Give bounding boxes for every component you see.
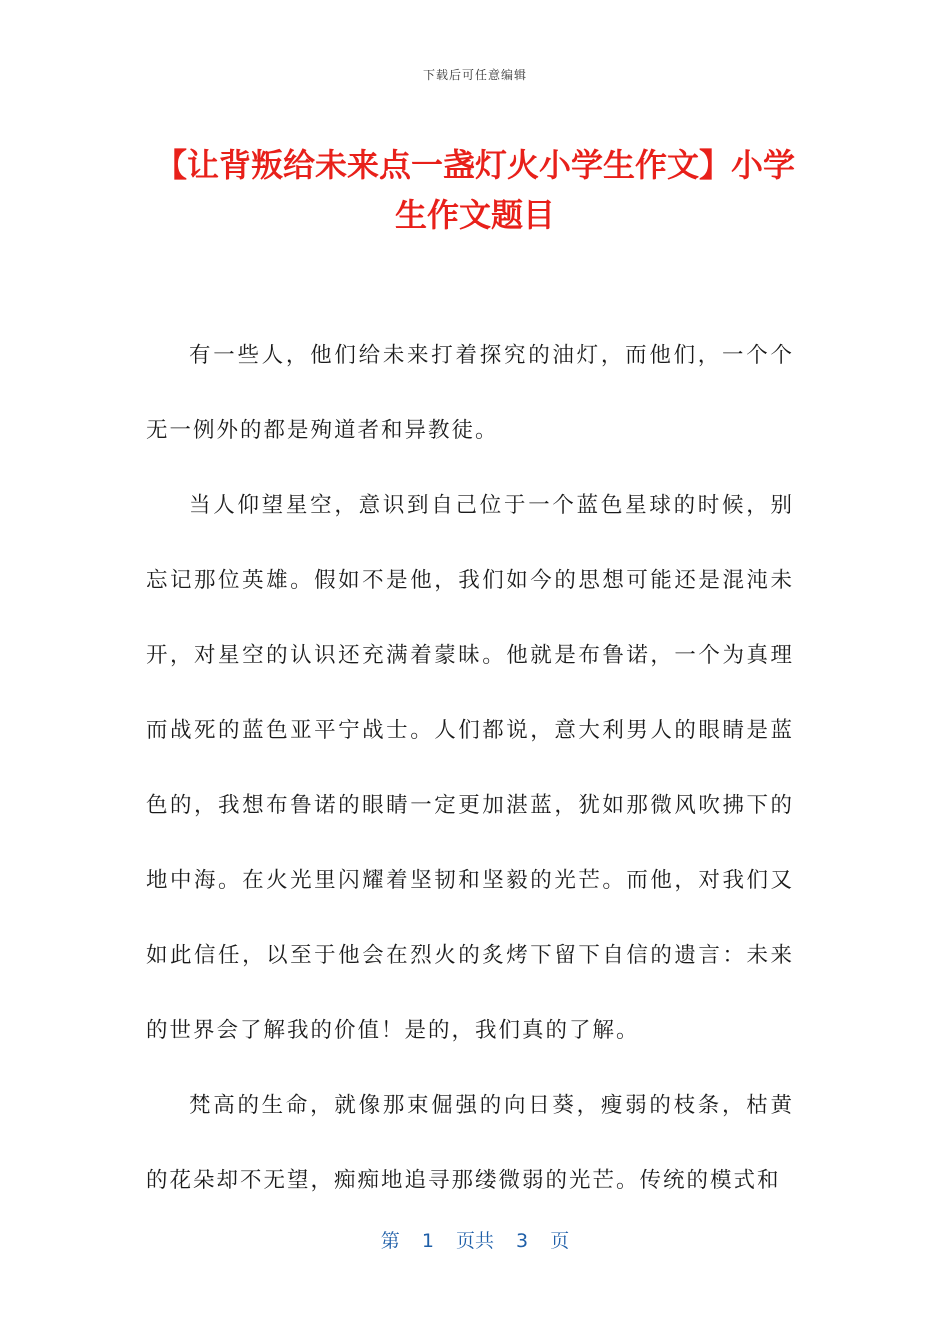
page-label: 第 [380,1230,400,1252]
document-body [146,318,794,1218]
header-note: 下载后可任意编辑 [422,68,527,82]
page-total: 3 [516,1230,529,1252]
page-mid: 页共 [455,1230,494,1252]
paragraph-3: 梵高的生命，就像那束倔强的向日葵，瘦弱的枝条，枯黄的花朵却不无望，痴痴地追寻那缕微弱的光芒。传统的模式和 [146,1093,794,1193]
page-end: 页 [550,1230,570,1252]
page-current: 1 [421,1230,434,1252]
paragraph-2: 当人仰望星空，意识到自己位于一个蓝色星球的时候，别忘记那位英雄。假如不是他，我们如今的思想可能还是混沌未开，对星空的认识还充满着蒙昧。他就是布鲁诺，一个为真理而战死的蓝色亚平宁战士。人们都说，意大利男人的眼睛是蓝色的，我想布鲁诺的眼睛一定更加湛蓝，犹如那微风吹拂下的地中海。在火光里闪耀着坚韧和坚毅的光芒。而他，对我们又如此信任，以至于他会在烈火的炙烤下留下自信的遗言：未来的世界会了解我的价值！是的，我们真的了解。 [146,493,794,1043]
page-footer [0,1226,950,1253]
document-title: 【让背叛给未来点一盏灯火小学生作文】小学生作文题目 [154,146,795,234]
paragraph-1: 有一些人，他们给未来打着探究的油灯，而他们，一个个无一例外的都是殉道者和异教徒。 [146,343,794,443]
